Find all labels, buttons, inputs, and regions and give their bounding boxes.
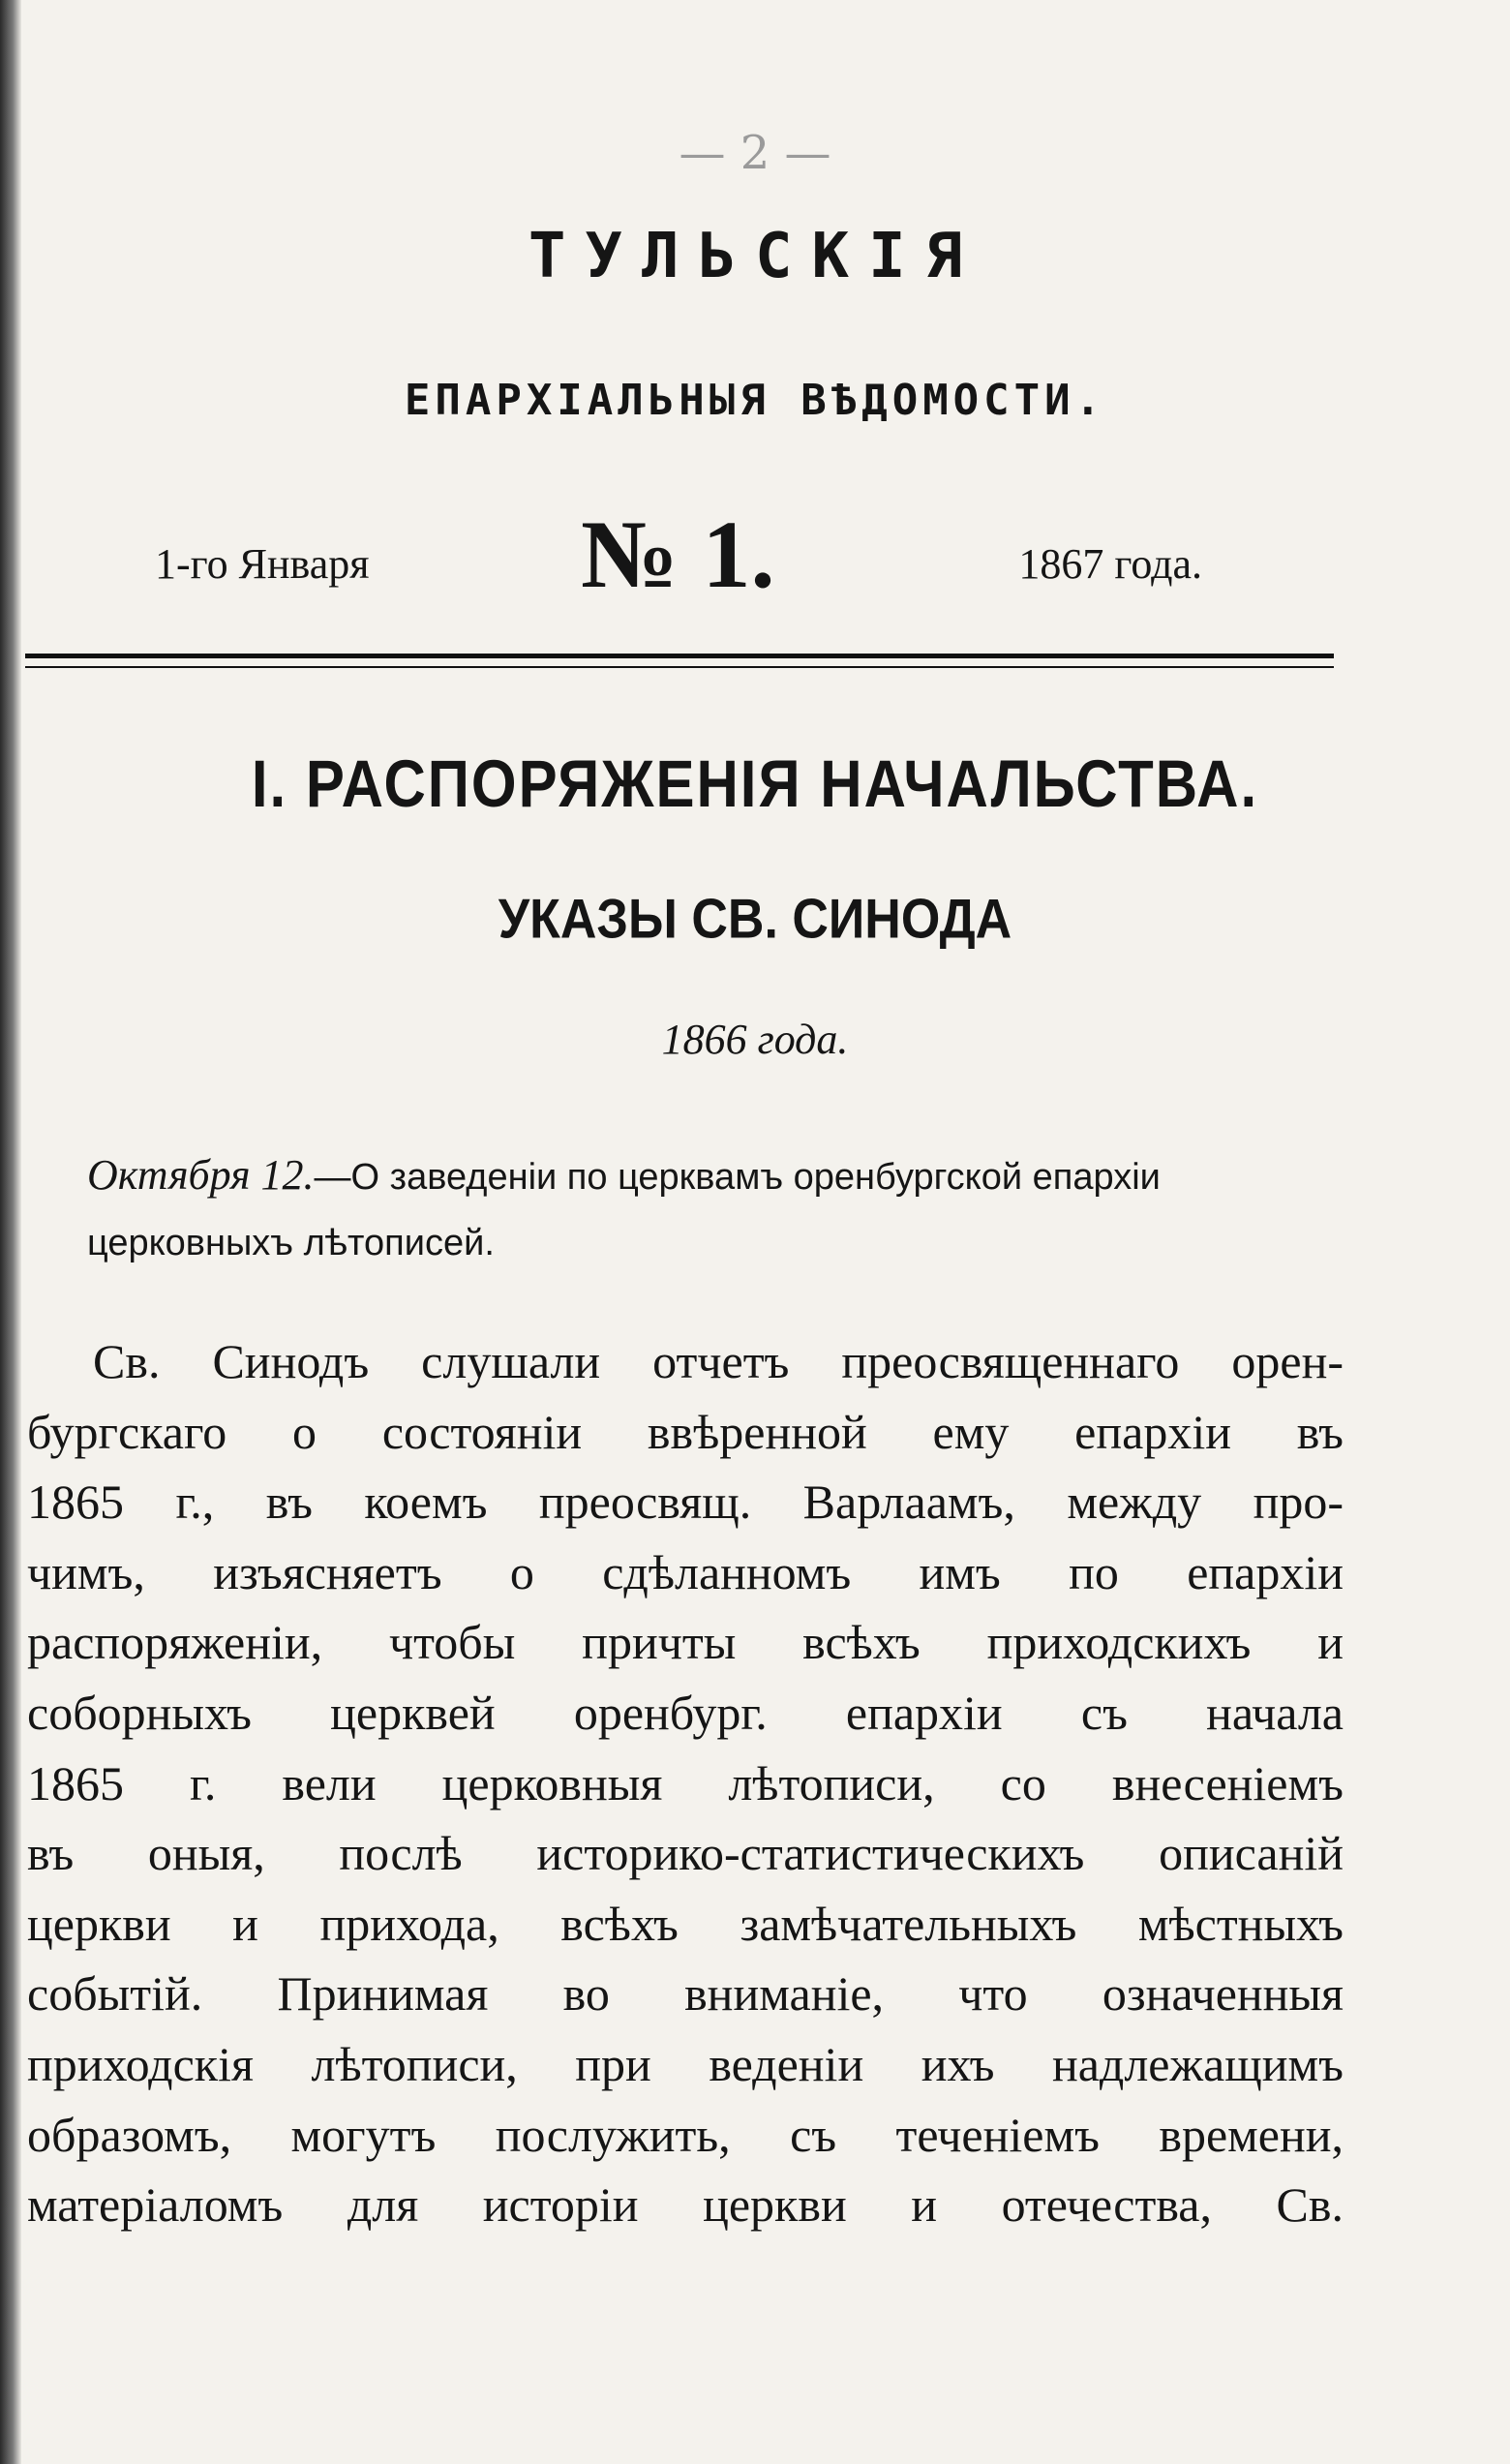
- body-line: въ оныя, послѣ историко-статистическихъ описаній: [27, 1826, 1344, 1881]
- issue-info-row: [155, 503, 1202, 610]
- body-line: бургскаго о состояніи ввѣренной ему епархіи въ: [27, 1404, 1344, 1459]
- entry-heading: [87, 1142, 1345, 1276]
- body-line: чимъ, изъясняетъ о сдѣланномъ имъ по епархіи: [27, 1544, 1344, 1599]
- body-line: распоряженіи, чтобы причты всѣхъ приходскихъ и: [27, 1615, 1344, 1670]
- body-line: соборныхъ церквей оренбург. епархіи съ начала: [27, 1685, 1344, 1740]
- body-line: образомъ, могутъ послужить, съ теченіемъ времени,: [27, 2107, 1344, 2162]
- body-line: приходскія лѣтописи, при веденіи ихъ надлежащимъ: [27, 2036, 1344, 2091]
- page-number: — 2 —: [679, 126, 831, 180]
- body-line: событій. Принимая во вниманіе, что означенныя: [27, 1966, 1344, 2022]
- masthead-rule-thin: [25, 666, 1334, 668]
- issue-date: 1-го Января: [155, 540, 370, 588]
- body-text: [27, 1326, 1344, 2240]
- masthead-subtitle: ЕПАРХІАЛЬНЫЯ ВѢДОМОСТИ.: [404, 376, 1106, 425]
- body-line: матеріаломъ для исторіи церкви и отечества, Св.: [27, 2177, 1344, 2233]
- entry-date: Октября 12.: [87, 1151, 315, 1199]
- body-line: 1865 г., въ коемъ преосвящ. Варлаамъ, между про-: [27, 1475, 1344, 1530]
- masthead-rule-thick: [25, 654, 1334, 658]
- decrees-year: 1866 года.: [661, 1016, 849, 1063]
- body-line: церкви и прихода, всѣхъ замѣчательныхъ мѣстныхъ: [27, 1896, 1344, 1951]
- issue-number: № 1.: [581, 501, 775, 608]
- body-line: 1865 г. вели церковныя лѣтописи, со внесеніемъ: [27, 1755, 1344, 1810]
- page-edge-shadow: [0, 0, 21, 2464]
- body-line: Св. Синодъ слушали отчетъ преосвященнаго орен-: [93, 1334, 1344, 1388]
- entry-title: —О заведеніи по церквамъ оренбургской епархіи церковныхъ лѣтописей.: [87, 1157, 1161, 1263]
- decrees-heading: УКАЗЫ СВ. СИНОДА: [498, 889, 1012, 951]
- issue-year: 1867 года.: [1018, 540, 1202, 588]
- masthead-title: ТУЛЬСКІЯ: [528, 221, 982, 292]
- section-heading: I. РАСПОРЯЖЕНІЯ НАЧАЛЬСТВА.: [251, 745, 1259, 822]
